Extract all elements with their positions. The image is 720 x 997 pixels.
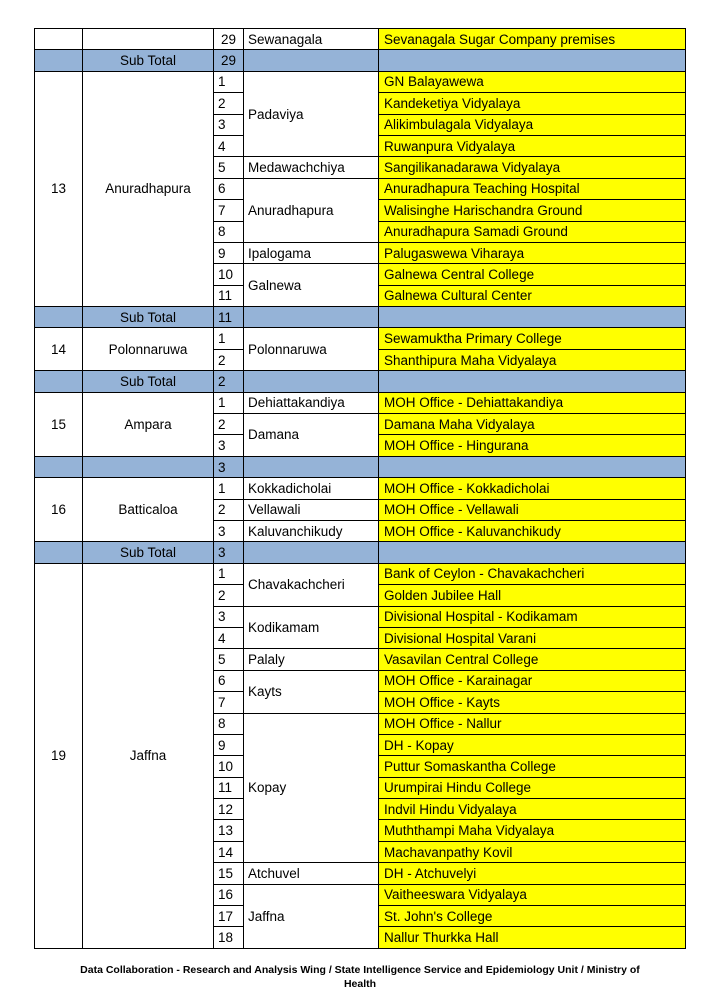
location-cell: Damana Maha Vidyalaya [379, 414, 686, 435]
subtotal-row [35, 371, 686, 392]
district-id: 14 [35, 328, 83, 371]
subtotal-label: Sub Total [83, 371, 214, 392]
row-number: 18 [214, 927, 244, 948]
row-number: 6 [214, 178, 244, 199]
location-cell: MOH Office - Dehiattakandiya [379, 392, 686, 413]
division-cell: Kaluvanchikudy [244, 520, 379, 541]
footer-credit [20, 963, 700, 991]
row-number: 3 [214, 606, 244, 627]
row-number: 11 [214, 285, 244, 306]
row-number: 3 [214, 435, 244, 456]
location-cell: Divisional Hospital - Kodikamam [379, 606, 686, 627]
subtotal-row [35, 50, 686, 71]
subtotal-value: 11 [214, 307, 244, 328]
division-cell: Jaffna [244, 884, 379, 948]
location-table [34, 28, 686, 949]
row-number: 1 [214, 71, 244, 92]
division-cell: Polonnaruwa [244, 328, 379, 371]
location-cell: Walisinghe Harischandra Ground [379, 200, 686, 221]
subtotal-label: Sub Total [83, 542, 214, 563]
row-number: 1 [214, 392, 244, 413]
row-number: 4 [214, 135, 244, 156]
table-row [35, 29, 686, 50]
location-cell: MOH Office - Kokkadicholai [379, 478, 686, 499]
row-number: 2 [214, 414, 244, 435]
location-cell: Vasavilan Central College [379, 649, 686, 670]
footer-line-1: Data Collaboration - Research and Analysis Wing / State Intelligence Service and Epidemiology Unit / Ministry of [80, 964, 640, 976]
location-cell: St. John's College [379, 906, 686, 927]
location-cell: Machavanpathy Kovil [379, 841, 686, 862]
subtotal-row [35, 542, 686, 563]
location-cell: MOH Office - Kayts [379, 692, 686, 713]
row-number: 17 [214, 906, 244, 927]
district-id: 13 [35, 71, 83, 306]
district-name: Batticaloa [83, 478, 214, 542]
district-name: Jaffna [83, 563, 214, 948]
division-cell: Palaly [244, 649, 379, 670]
location-cell: MOH Office - Karainagar [379, 670, 686, 691]
row-number: 1 [214, 478, 244, 499]
row-number: 15 [214, 863, 244, 884]
row-number: 9 [214, 242, 244, 263]
table-row [35, 563, 686, 584]
location-cell: Galnewa Cultural Center [379, 285, 686, 306]
row-number: 10 [214, 756, 244, 777]
row-number: 7 [214, 200, 244, 221]
division-cell: Kopay [244, 713, 379, 863]
row-number: 9 [214, 734, 244, 755]
row-number: 3 [214, 520, 244, 541]
row-number: 2 [214, 93, 244, 114]
division-cell: Kayts [244, 670, 379, 713]
location-cell: DH - Atchuvelyi [379, 863, 686, 884]
subtotal-row [35, 307, 686, 328]
row-number: 2 [214, 499, 244, 520]
district-id: 15 [35, 392, 83, 456]
division-cell: Kodikamam [244, 606, 379, 649]
division-cell: Damana [244, 414, 379, 457]
location-cell: Golden Jubilee Hall [379, 585, 686, 606]
table-row [35, 71, 686, 92]
row-number: 6 [214, 670, 244, 691]
district-id: 19 [35, 563, 83, 948]
division-cell: Padaviya [244, 71, 379, 157]
division-cell: Chavakachcheri [244, 563, 379, 606]
location-cell: Divisional Hospital Varani [379, 627, 686, 648]
district-id: 16 [35, 478, 83, 542]
row-number: 10 [214, 264, 244, 285]
district-name-cell [83, 29, 214, 50]
location-cell: MOH Office - Kaluvanchikudy [379, 520, 686, 541]
table-row [35, 392, 686, 413]
location-cell: Ruwanpura Vidyalaya [379, 135, 686, 156]
row-number: 29 [214, 29, 244, 50]
subtotal-value: 3 [214, 456, 244, 477]
location-cell: Puttur Somaskantha College [379, 756, 686, 777]
row-number: 1 [214, 563, 244, 584]
row-number: 14 [214, 841, 244, 862]
location-cell: Sevanagala Sugar Company premises [379, 29, 686, 50]
row-number: 4 [214, 627, 244, 648]
row-number: 16 [214, 884, 244, 905]
division-cell: Galnewa [244, 264, 379, 307]
table-row [35, 478, 686, 499]
row-number: 3 [214, 114, 244, 135]
row-number: 12 [214, 799, 244, 820]
subtotal-label: Sub Total [83, 307, 214, 328]
location-cell: Anuradhapura Samadi Ground [379, 221, 686, 242]
location-cell: Anuradhapura Teaching Hospital [379, 178, 686, 199]
location-cell: Urumpirai Hindu College [379, 777, 686, 798]
location-cell: Indvil Hindu Vidyalaya [379, 799, 686, 820]
row-number: 11 [214, 777, 244, 798]
district-id-cell [35, 29, 83, 50]
location-cell: MOH Office - Hingurana [379, 435, 686, 456]
location-cell: MOH Office - Nallur [379, 713, 686, 734]
subtotal-row [35, 456, 686, 477]
row-number: 5 [214, 157, 244, 178]
location-cell: Sewamuktha Primary College [379, 328, 686, 349]
district-name: Anuradhapura [83, 71, 214, 306]
location-cell: Sangilikanadarawa Vidyalaya [379, 157, 686, 178]
location-cell: DH - Kopay [379, 734, 686, 755]
district-name: Ampara [83, 392, 214, 456]
row-number: 13 [214, 820, 244, 841]
location-cell: GN Balayawewa [379, 71, 686, 92]
division-cell: Anuradhapura [244, 178, 379, 242]
subtotal-value: 29 [214, 50, 244, 71]
row-number: 2 [214, 349, 244, 370]
row-number: 5 [214, 649, 244, 670]
division-cell: Sewanagala [244, 29, 379, 50]
subtotal-value: 2 [214, 371, 244, 392]
footer-line-2: Health [343, 978, 377, 990]
row-number: 8 [214, 713, 244, 734]
location-cell: Kandeketiya Vidyalaya [379, 93, 686, 114]
location-cell: Palugaswewa Viharaya [379, 242, 686, 263]
division-cell: Atchuvel [244, 863, 379, 884]
subtotal-value: 3 [214, 542, 244, 563]
division-cell: Medawachchiya [244, 157, 379, 178]
location-cell: Galnewa Central College [379, 264, 686, 285]
division-cell: Ipalogama [244, 242, 379, 263]
location-cell: Bank of Ceylon - Chavakachcheri [379, 563, 686, 584]
subtotal-label: Sub Total [83, 50, 214, 71]
row-number: 7 [214, 692, 244, 713]
location-cell: Nallur Thurkka Hall [379, 927, 686, 948]
location-cell: Shanthipura Maha Vidyalaya [379, 349, 686, 370]
location-cell: Muththampi Maha Vidyalaya [379, 820, 686, 841]
table-row [35, 328, 686, 349]
location-cell: Vaitheeswara Vidyalaya [379, 884, 686, 905]
row-number: 1 [214, 328, 244, 349]
district-name: Polonnaruwa [83, 328, 214, 371]
division-cell: Kokkadicholai [244, 478, 379, 499]
location-cell: Alikimbulagala Vidyalaya [379, 114, 686, 135]
division-cell: Dehiattakandiya [244, 392, 379, 413]
row-number: 2 [214, 585, 244, 606]
row-number: 8 [214, 221, 244, 242]
division-cell: Vellawali [244, 499, 379, 520]
location-cell: MOH Office - Vellawali [379, 499, 686, 520]
